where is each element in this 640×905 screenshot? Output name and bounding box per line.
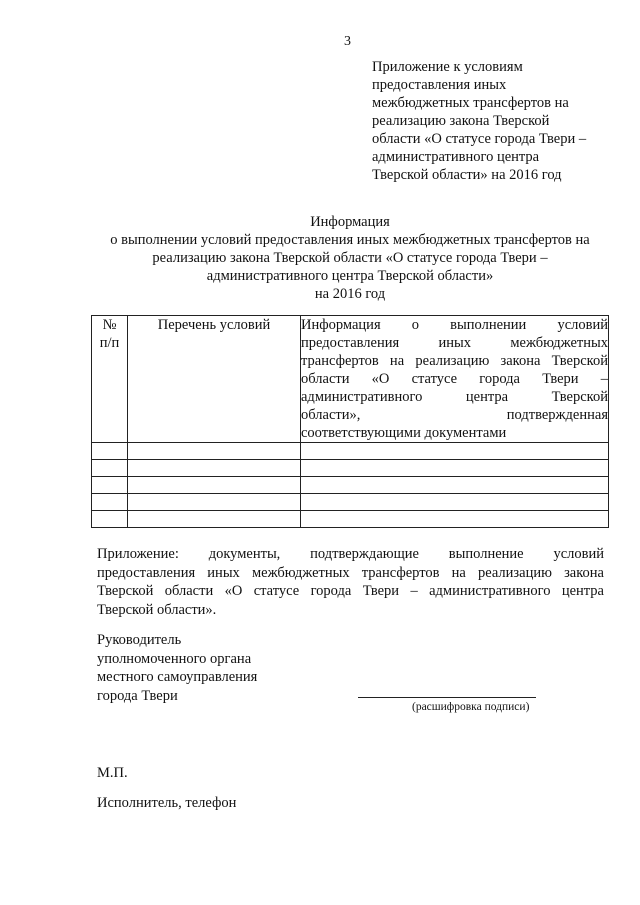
signature-caption: (расшифровка подписи) — [412, 701, 530, 713]
table-cell — [92, 443, 128, 460]
page-number: 3 — [344, 34, 351, 49]
header-info-line: области «О статусе города Твери – — [301, 371, 608, 387]
header-number-abbr: п/п — [99, 335, 120, 351]
appendix-header-line: области «О статусе города Твери – — [372, 131, 587, 147]
table-cell — [128, 511, 301, 528]
appendix-header-line: межбюджетных трансфертов на — [372, 95, 569, 111]
title-line: о выполнении условий предоставления иных межбюджетных трансфертов на — [110, 232, 590, 248]
header-number — [92, 316, 128, 443]
note-line: предоставления иных межбюджетных трансфертов на реализацию закона — [97, 564, 604, 581]
signature-line — [358, 697, 536, 698]
title-line: административного центра Тверской области» — [206, 268, 494, 284]
appendix-note — [97, 545, 604, 619]
table-row — [92, 511, 609, 528]
note-line: Тверской области «О статусе города Твери – административного центра — [97, 583, 604, 599]
header-info-line: административного центра Тверской — [301, 389, 608, 405]
conditions-table — [91, 315, 609, 528]
header-info-line: области», подтвержденная — [301, 407, 608, 423]
title-line: на 2016 год — [314, 286, 386, 302]
table-cell — [301, 511, 609, 528]
note-line: Приложение: документы, подтверждающие выполнение условий — [97, 546, 604, 562]
signer-block — [97, 631, 257, 705]
signer-line: местного самоуправления — [97, 669, 258, 685]
table-cell — [128, 494, 301, 511]
note-line: Тверской области». — [97, 601, 217, 618]
header-info-line: предоставления иных межбюджетных — [301, 335, 608, 351]
appendix-header — [372, 58, 622, 184]
table-cell — [301, 494, 609, 511]
appendix-header-line: Тверской области» на 2016 год — [372, 167, 562, 183]
header-conditions: Перечень условий — [128, 316, 301, 443]
table-cell — [92, 511, 128, 528]
appendix-header-line: реализацию закона Тверской — [372, 113, 550, 129]
table-row — [92, 443, 609, 460]
table-row — [92, 460, 609, 477]
signer-line: Руководитель — [97, 632, 182, 648]
appendix-header-line: Приложение к условиям — [372, 59, 523, 75]
document-title — [80, 213, 620, 303]
title-main: Информация — [310, 214, 390, 230]
header-information — [301, 316, 609, 443]
table-cell — [92, 477, 128, 494]
seal-mark: М.П. — [97, 765, 128, 781]
table-cell — [128, 477, 301, 494]
header-info-line: Информация о выполнении условий — [301, 317, 608, 333]
table-cell — [301, 477, 609, 494]
appendix-header-line: административного центра — [372, 149, 540, 165]
table-cell — [92, 494, 128, 511]
table-row — [92, 494, 609, 511]
table-cell — [301, 460, 609, 477]
table-cell — [301, 443, 609, 460]
header-number-sign: № — [102, 317, 117, 333]
table-header-row — [92, 316, 609, 443]
table-row — [92, 477, 609, 494]
table-cell — [128, 460, 301, 477]
appendix-header-line: предоставления иных — [372, 77, 507, 93]
table-cell — [128, 443, 301, 460]
header-info-line: трансфертов на реализацию закона Тверской — [301, 353, 608, 369]
title-line: реализацию закона Тверской области «О статусе города Твери – — [152, 250, 548, 266]
executor-label: Исполнитель, телефон — [97, 795, 237, 811]
table-cell — [92, 460, 128, 477]
header-info-line: соответствующими документами — [301, 425, 507, 441]
signer-line: города Твери — [97, 687, 178, 704]
signer-line: уполномоченного органа — [97, 650, 252, 667]
